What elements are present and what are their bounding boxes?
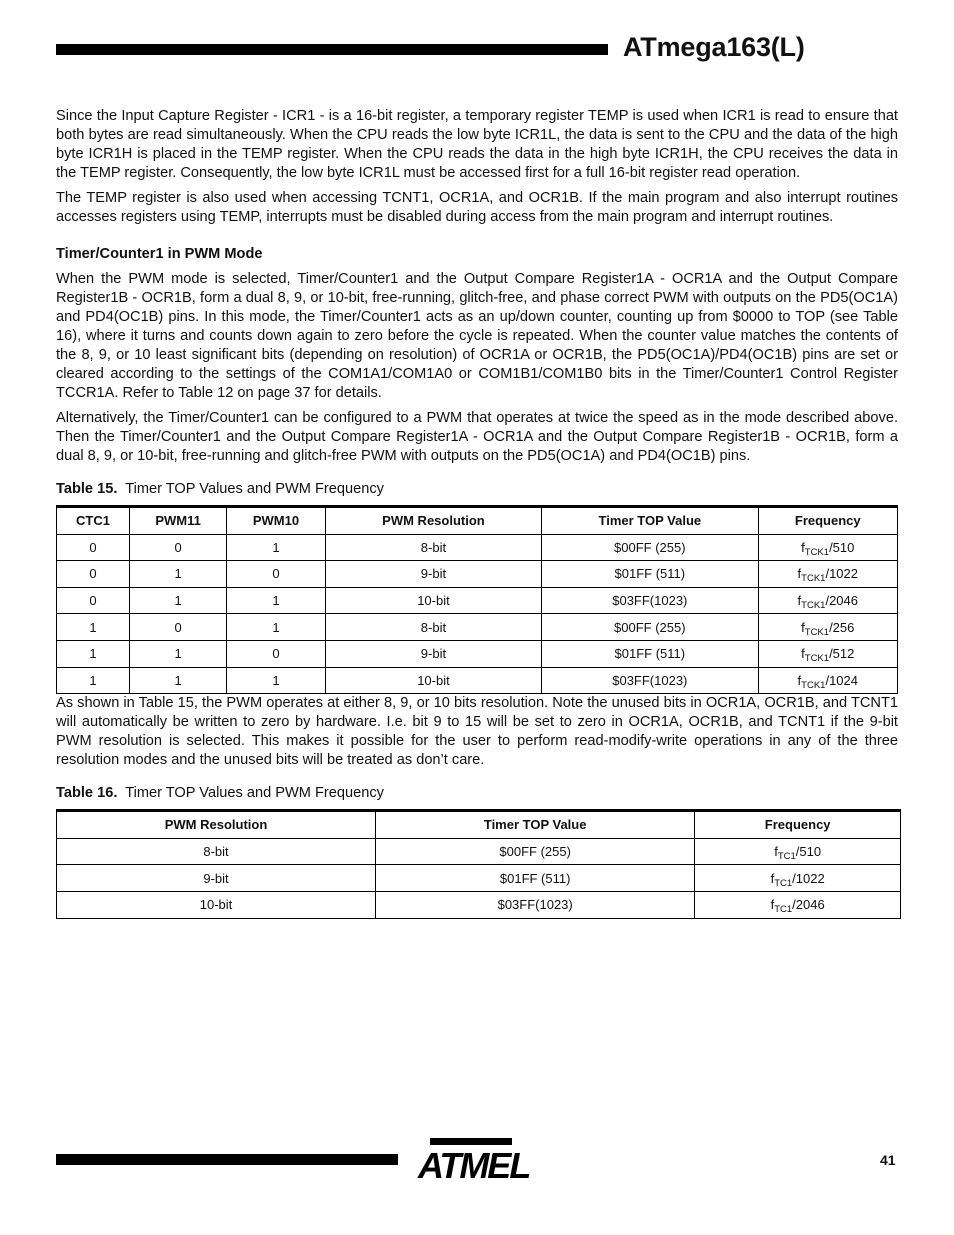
paragraph-temp-register: The TEMP register is also used when accessing TCNT1, OCR1A, and OCR1B. If the main program and also interrupt routines accesses registers using TEMP, interrupts must be disabled during access from the main program and interrupt routines.	[56, 190, 898, 225]
table-15	[56, 505, 898, 694]
page-number: 41	[880, 1152, 896, 1168]
table15-header-ctc1: CTC1	[57, 507, 130, 535]
table-cell: 1	[130, 587, 227, 614]
table-16	[56, 809, 901, 918]
frequency-cell: $f_{TC1}/2046$	[695, 891, 901, 918]
table-cell: 0	[130, 614, 227, 641]
page-content	[56, 107, 898, 919]
table-row	[57, 667, 898, 694]
frequency-cell: $f_{TC1}/510$	[695, 838, 901, 865]
paragraph-resolution-note: As shown in Table 15, the PWM operates at either 8, 9, or 10 bits resolution. Note the unused bits in OCR1A, OCR1B, and TCNT1 will automatically be written to zero by hardware. I.e. bit 9 to 15 will be set to zero in OCR1A, OCR1B, and TCNT1 if the 9-bit PWM resolution is selected. This makes it possible for the user to perform read-modify-write operations in any of the three resolution modes and the unused bits will be treated as don’t care.	[56, 695, 898, 769]
table-cell: 9-bit	[57, 865, 376, 892]
frequency-cell: $f_{TCK1}/512$	[758, 640, 897, 667]
table-cell: $00FF (255)	[542, 534, 758, 561]
table16-header-frequency: Frequency	[695, 811, 901, 839]
table-cell: 1	[227, 667, 326, 694]
table-cell: 0	[130, 534, 227, 561]
footer-rule	[56, 1154, 398, 1165]
table-cell: 1	[130, 640, 227, 667]
table15-header-row	[57, 507, 898, 535]
table16-header-resolution: PWM Resolution	[57, 811, 376, 839]
table-cell: 0	[57, 561, 130, 588]
table-row	[57, 614, 898, 641]
table-row	[57, 640, 898, 667]
atmel-logo	[414, 1136, 530, 1189]
table15-header-pwm10: PWM10	[227, 507, 326, 535]
table15-header-top-value: Timer TOP Value	[542, 507, 758, 535]
table16-caption	[56, 784, 898, 803]
table-cell: 0	[57, 534, 130, 561]
frequency-cell: $f_{TCK1}/1022$	[758, 561, 897, 588]
table-cell: 1	[227, 587, 326, 614]
table-cell: 9-bit	[325, 640, 541, 667]
paragraph-pwm-alternative: Alternatively, the Timer/Counter1 can be configured to a PWM that operates at twice the speed as in the mode described above. Then the Timer/Counter1 and the Output Compare Register1A - OCR1A and the Output Compare Register1B - OCR1B, form a dual 8, 9, or 10-bit, free-running and glitch-free PWM with outputs on the PD5(OC1A) and PD4(OC1B) pins.	[56, 410, 898, 464]
table-row	[57, 838, 901, 865]
frequency-cell: $f_{TC1}/1022$	[695, 865, 901, 892]
table15-header-frequency: Frequency	[758, 507, 897, 535]
header-rule	[56, 44, 608, 55]
frequency-cell: $f_{TCK1}/1024$	[758, 667, 897, 694]
table-cell: 0	[227, 561, 326, 588]
table15-header-resolution: PWM Resolution	[325, 507, 541, 535]
document-title: ATmega163(L)	[623, 32, 805, 62]
table-cell: $03FF(1023)	[542, 667, 758, 694]
paragraph-icr1-temp: Since the Input Capture Register - ICR1 - is a 16-bit register, a temporary register TEMP is used when ICR1 is read to ensure that both bytes are read simultaneously. When the CPU reads the low byte ICR1L, the data is sent to the CPU and the data of the high byte ICR1H is placed in the TEMP register. When the CPU reads the data in the high byte ICR1H, the CPU receives the data in the TEMP register. Consequently, the low byte ICR1L must be accessed first for a full 16-bit register read operation.	[56, 108, 898, 181]
table-row	[57, 891, 901, 918]
atmel-logo-text: ATMEL	[418, 1145, 530, 1186]
table-cell: 8-bit	[325, 614, 541, 641]
section-heading: Timer/Counter1 in PWM Mode	[56, 246, 263, 262]
frequency-cell: $f_{TCK1}/2046$	[758, 587, 897, 614]
table-row	[57, 865, 901, 892]
table-row	[57, 561, 898, 588]
table16-header-top-value: Timer TOP Value	[376, 811, 695, 839]
table-cell: $00FF (255)	[376, 838, 695, 865]
table-cell: 10-bit	[325, 587, 541, 614]
table-cell: 8-bit	[325, 534, 541, 561]
table-row	[57, 534, 898, 561]
atmel-logo-graphic	[414, 1136, 530, 1186]
table-cell: $01FF (511)	[376, 865, 695, 892]
table-cell: 0	[57, 587, 130, 614]
table15-header-pwm11: PWM11	[130, 507, 227, 535]
table-cell: 10-bit	[57, 891, 376, 918]
frequency-cell: $f_{TCK1}/256$	[758, 614, 897, 641]
table-cell: 1	[227, 614, 326, 641]
frequency-cell: $f_{TCK1}/510$	[758, 534, 897, 561]
table15-caption-text: Timer TOP Values and PWM Frequency	[125, 481, 384, 497]
table-cell: 10-bit	[325, 667, 541, 694]
table-cell: 0	[227, 640, 326, 667]
table-row	[57, 587, 898, 614]
table-cell: 1	[57, 614, 130, 641]
table16-caption-text: Timer TOP Values and PWM Frequency	[125, 785, 384, 802]
table-cell: $03FF(1023)	[542, 587, 758, 614]
table-cell: 1	[57, 667, 130, 694]
paragraph-pwm-mode: When the PWM mode is selected, Timer/Counter1 and the Output Compare Register1A - OCR1A and the Output Compare Register1B - OCR1B, form a dual 8, 9, or 10-bit, free-running, glitch-free, and phase correct PWM with outputs on the PD5(OC1A) and PD4(OC1B) pins. In this mode, the Timer/Counter1 acts as an up/down counter, counting up from $0000 to TOP (see Table 16), where it turns and counts down again to zero before the cycle is repeated. When the counter value matches the contents of the 8, 9, or 10 least significant bits (depending on resolution) of OCR1A or OCR1B, the PD5(OC1A)/PD4(OC1B) pins are set or cleared according to the settings of the COM1A1/COM1A0 or COM1B1/COM1B0 bits in the Timer/Counter1 Control Register TCCR1A. Refer to Table 12 on page 37 for details.	[56, 271, 898, 401]
table15-caption-label: Table 15.	[56, 481, 118, 497]
table16-header-row	[57, 811, 901, 839]
table-cell: 1	[130, 561, 227, 588]
table-cell: $00FF (255)	[542, 614, 758, 641]
table-cell: $03FF(1023)	[376, 891, 695, 918]
table-cell: $01FF (511)	[542, 561, 758, 588]
table-cell: 1	[57, 640, 130, 667]
table-cell: 9-bit	[325, 561, 541, 588]
table-cell: 8-bit	[57, 838, 376, 865]
table-cell: 1	[130, 667, 227, 694]
table-cell: 1	[227, 534, 326, 561]
table-cell: $01FF (511)	[542, 640, 758, 667]
table16-caption-label: Table 16.	[56, 785, 118, 802]
table15-caption	[56, 480, 898, 499]
